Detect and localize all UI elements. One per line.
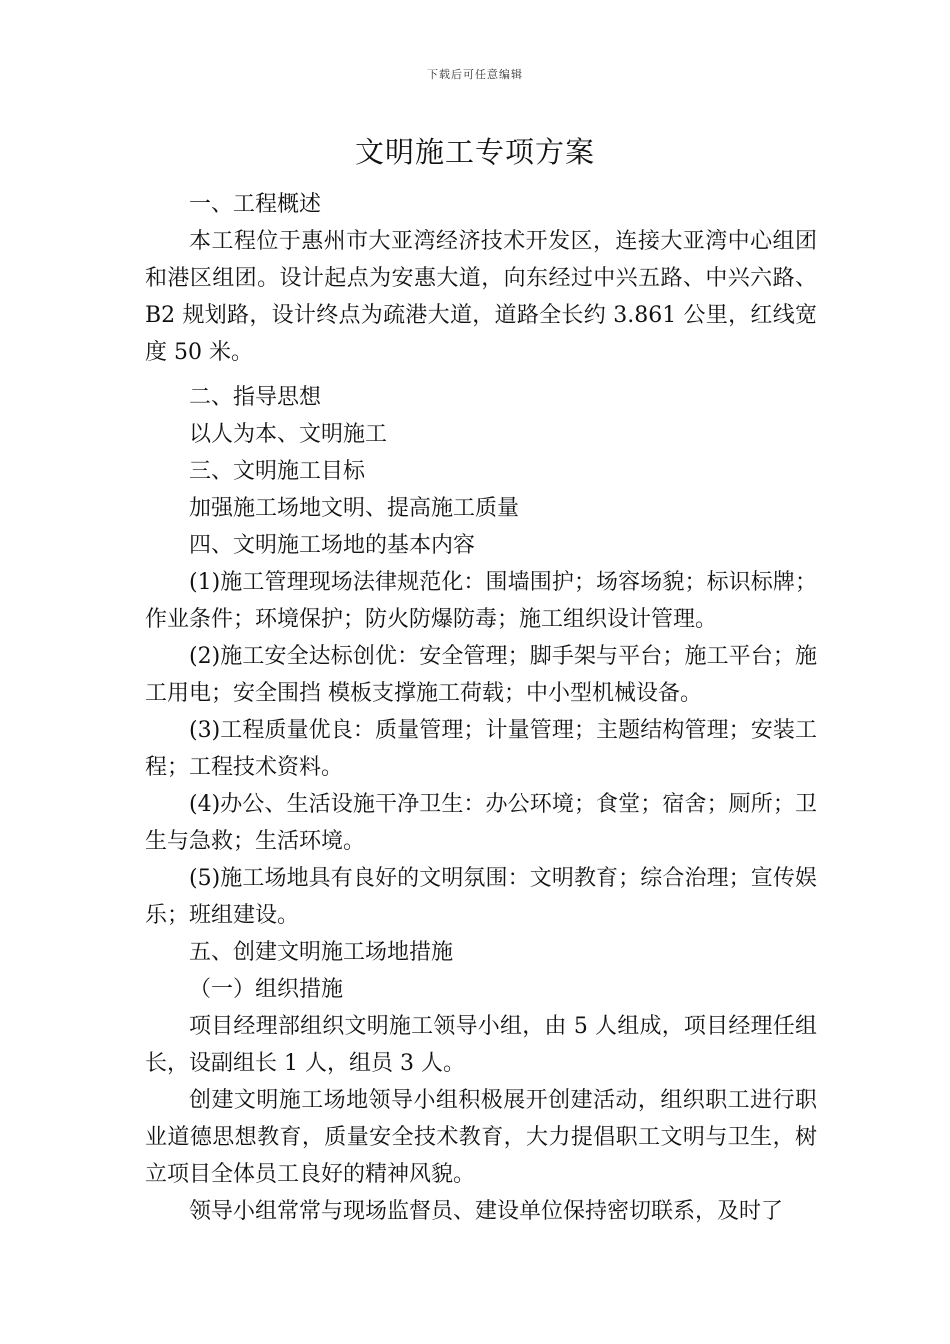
section-heading-goals: 三、文明施工目标 <box>189 459 366 484</box>
paragraph-guiding-idea: 以人为本、文明施工 <box>189 422 388 447</box>
section-heading-overview: 一、工程概述 <box>189 192 322 217</box>
document-title: 文明施工专项方案 <box>354 135 595 169</box>
list-item-1: (1)施工管理现场法律规范化：围墙围护；场容场貌；标识标牌；作业条件；环境保护；防火防爆防毒；施工组织设计管理。 <box>145 570 817 632</box>
list-item-2: (2)施工安全达标创优：安全管理；脚手架与平台；施工平台；施工用电；安全围挡 模板支撑施工荷载；中小型机械设备。 <box>145 644 817 706</box>
list-item-4: (4)办公、生活设施干净卫生：办公环境；食堂；宿舍；厕所；卫生与急救；生活环境。 <box>145 792 817 854</box>
paragraph-organization-team: 项目经理部组织文明施工领导小组，由 5 人组成，项目经理任组长，设副组长 1 人，组员 3 人。 <box>145 1014 817 1076</box>
paragraph-organization-liaison: 领导小组常常与现场监督员、建设单位保持密切联系，及时了 <box>189 1199 784 1224</box>
section-heading-guiding-idea: 二、指导思想 <box>189 385 322 410</box>
paragraph-goals: 加强施工场地文明、提高施工质量 <box>189 496 520 521</box>
list-item-3: (3)工程质量优良：质量管理；计量管理；主题结构管理；安装工程；工程技术资料。 <box>145 718 817 780</box>
section-heading-measures: 五、创建文明施工场地措施 <box>189 940 454 965</box>
page-header-note: 下载后可任意编辑 <box>427 68 523 81</box>
paragraph-organization-activities: 创建文明施工场地领导小组积极展开创建活动，组织职工进行职业道德思想教育，质量安全技术教育，大力提倡职工文明与卫生，树立项目全体员工良好的精神风貌。 <box>145 1088 817 1187</box>
paragraph-project-description: 本工程位于惠州市大亚湾经济技术开发区，连接大亚湾中心组团和港区组团。设计起点为安惠大道，向东经过中兴五路、中兴六路、B2 规划路，设计终点为疏港大道，道路全长约 3.861 公里，红线宽度 50 米。 <box>145 229 817 365</box>
list-item-5: (5)施工场地具有良好的文明氛围：文明教育；综合治理；宣传娱乐；班组建设。 <box>145 866 817 928</box>
subheading-organization: （一）组织措施 <box>189 977 344 1002</box>
section-heading-basic-content: 四、文明施工场地的基本内容 <box>189 533 476 558</box>
document-body <box>145 186 817 1230</box>
